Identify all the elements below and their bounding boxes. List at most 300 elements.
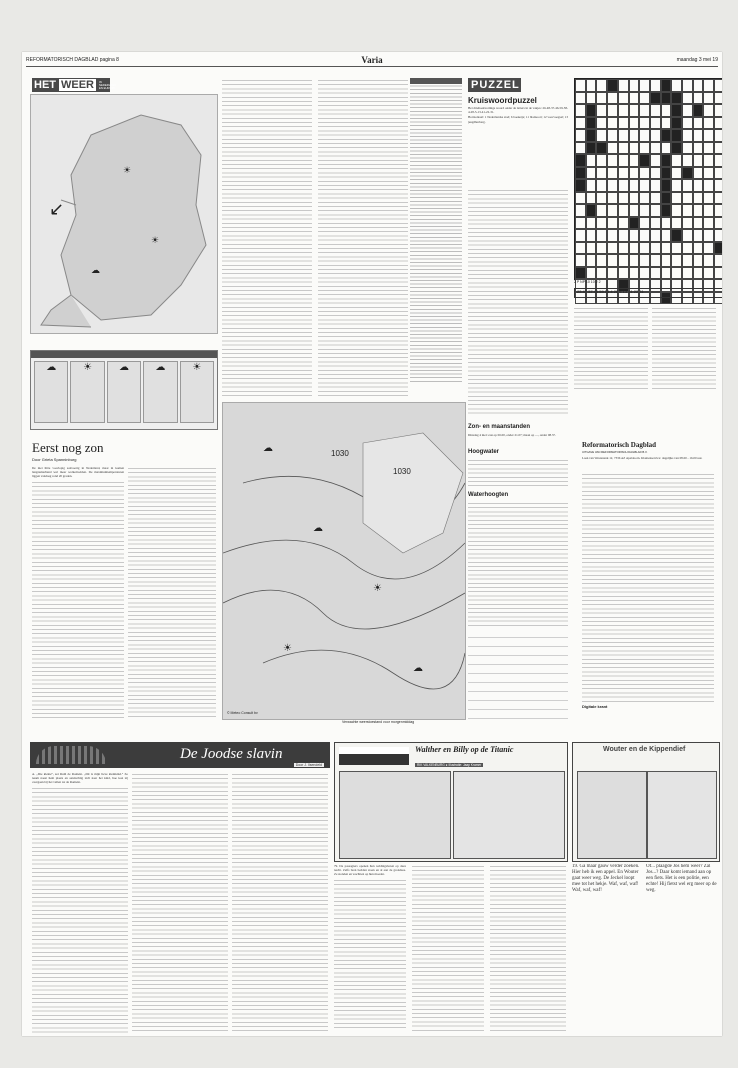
crossword-cell (703, 104, 714, 117)
isobar-label: 1030 (331, 449, 349, 458)
crossword-cell (618, 129, 629, 142)
crossword-cell (618, 242, 629, 255)
crossword-cell (671, 92, 682, 105)
newspaper-page (22, 52, 722, 1036)
crossword-cell (682, 204, 693, 217)
crossword-cell (639, 92, 650, 105)
crossword-cell (629, 192, 640, 205)
crossword-cell (639, 142, 650, 155)
crossword-cell (586, 229, 597, 242)
crossword-cell (586, 167, 597, 180)
crossword-cell (618, 229, 629, 242)
hoogwater-title: Hoogwater (468, 449, 500, 455)
crossword-cell (618, 204, 629, 217)
crossword-cell (596, 79, 607, 92)
wouter-text-line-2: Of... plaagde Jos hem weer? Zal Jos...? Daar komt iemand aan op een fiets. Het is een politie, een echte! Hij fietst wel erg meer op de weg. (646, 864, 717, 893)
titanic-comic (334, 742, 568, 862)
crossword-cell (618, 192, 629, 205)
crossword-cell (575, 142, 586, 155)
puzzle-horizontaal: Horizontaal: 1 Nederlandse stad; 6 boeketje; 11 bladsoort; 12 voorvoegsel; 13 jeugdherberg. (468, 115, 568, 124)
crossword-cell (671, 117, 682, 130)
forecast-day-icon: ☀ (180, 361, 214, 423)
crossword-cell (629, 254, 640, 267)
crossword-cell (693, 267, 704, 280)
crossword-cell (693, 117, 704, 130)
waterhoogten-text (468, 501, 568, 627)
crossword-cell (586, 267, 597, 280)
titanic-text (334, 864, 406, 1034)
crossword-cell (671, 254, 682, 267)
forecast-day-icon: ☁ (34, 361, 68, 423)
crossword-cell (586, 117, 597, 130)
crossword-cell (639, 229, 650, 242)
crossword-cell (629, 117, 640, 130)
isobar-label: 1030 (393, 467, 411, 476)
crossword-cell (607, 254, 618, 267)
crossword-cell (650, 79, 661, 92)
crossword-cell (607, 79, 618, 92)
crossword-cell (596, 92, 607, 105)
story-body-col2 (132, 772, 228, 1034)
crossword-cell (607, 92, 618, 105)
crossword-cell (629, 267, 640, 280)
masthead-title: Reformatorisch Dagblad (582, 441, 657, 449)
crossword-cell (629, 79, 640, 92)
titanic-author: RIK VALKENBURG ● Illustratie: Jaap Kramer (417, 763, 482, 767)
crossword-cell (671, 179, 682, 192)
crossword-cell (639, 242, 650, 255)
crossword-cell (596, 267, 607, 280)
crossword-cell (618, 92, 629, 105)
crossword-cell (650, 217, 661, 230)
puzzle-intro-text: Het driehoekvormige woord onder de letters in de vakjes: 26-48-37-46-59-58-4-28-5-13-41-22-31. (468, 106, 568, 115)
crossword-cell (671, 242, 682, 255)
crossword-cell (629, 217, 640, 230)
crossword-cell (650, 92, 661, 105)
sun-icon: ☀ (123, 165, 132, 175)
titanic-title: Walther en Billy op de Titanic (415, 745, 514, 754)
crossword-cell (682, 154, 693, 167)
waterhoogten-title: Waterhoogten (468, 492, 509, 498)
story-author: Door J. Ilsendeld (295, 763, 322, 767)
crossword-cell (575, 117, 586, 130)
crossword-cell (714, 179, 722, 192)
crossword-cell (714, 204, 722, 217)
crossword-cell (639, 79, 650, 92)
header-section: Varia (361, 55, 383, 65)
cloud-icon: ☁ (91, 265, 100, 275)
crossword-cell (661, 154, 672, 167)
crossword-cell (596, 142, 607, 155)
crossword-cell (607, 242, 618, 255)
crossword-cell (596, 179, 607, 192)
crossword-cell (575, 79, 586, 92)
hoogwater-table (468, 458, 568, 488)
crossword-cell (714, 192, 722, 205)
weather-text-col3 (222, 78, 312, 398)
crossword-cell (575, 254, 586, 267)
crossword-cell (650, 204, 661, 217)
puzzle-clues-col3 (652, 306, 716, 392)
crossword-cell (639, 217, 650, 230)
crossword-cell (682, 79, 693, 92)
puzzle-clues (468, 188, 568, 414)
crossword-cell (607, 104, 618, 117)
crossword-cell (693, 242, 704, 255)
titanic-text-col2 (412, 864, 484, 1034)
crossword-cell (618, 79, 629, 92)
weather-brand-weer: WEER (61, 79, 94, 91)
crossword-cell (586, 129, 597, 142)
tides-text-line: Dinsdag 4 mei: zon op 06.00, onder 21.07; maan op —, onder 08.37. (468, 433, 556, 437)
crossword-cell (586, 154, 597, 167)
crossword-cell (618, 217, 629, 230)
story-body-col3 (232, 772, 328, 1034)
crossword-cell (693, 129, 704, 142)
crossword-cell (661, 167, 672, 180)
crossword-cell (703, 267, 714, 280)
weather-brand-het: HET (34, 79, 56, 91)
crossword-cell (575, 92, 586, 105)
crossword-cell (586, 142, 597, 155)
crossword-cell (650, 179, 661, 192)
crossword-cell (650, 142, 661, 155)
crossword-cell (671, 204, 682, 217)
crossword-cell (629, 242, 640, 255)
crossword-cell (639, 204, 650, 217)
crossword-cell (596, 167, 607, 180)
story-banner (30, 742, 330, 768)
crossword-cell (661, 229, 672, 242)
crossword-cell (650, 192, 661, 205)
crossword-cell (714, 217, 722, 230)
crossword-cell (671, 79, 682, 92)
crossword-cell (596, 217, 607, 230)
crossword-cell (639, 267, 650, 280)
crossword-cell (639, 192, 650, 205)
crossword-cell (629, 167, 640, 180)
crossword-cell (650, 129, 661, 142)
crossword-cell (714, 79, 722, 92)
crossword-cell (703, 167, 714, 180)
crossword-cell (639, 129, 650, 142)
wouter-text (572, 864, 642, 1034)
titanic-text-line: 79. De passagiers openen hun reddingsboten op deze nacht. Zelfs bren bedden staan en al aan de grondzee. Ze stonden en wachtten op hun moeder. (334, 864, 406, 877)
crossword-cell (714, 154, 722, 167)
crossword-cell (607, 192, 618, 205)
crossword-cell (682, 92, 693, 105)
page-header (26, 56, 718, 67)
story-text: A. „Die kleine”, zei Ruth de Romein. „Dit is mijn lieve kleinkind.” Zo naam naast hem plaats en aandachtig zich naar het kind, hoe kon zij overgaan bij het vallen tot de Romein. (32, 772, 128, 785)
crossword-cell (682, 242, 693, 255)
forecast-day-icon: ☁ (107, 361, 141, 423)
crossword-cell (703, 229, 714, 242)
weather-banner (32, 78, 117, 92)
crossword-cell (607, 117, 618, 130)
crossword-cell (714, 267, 722, 280)
crossword-cell (661, 92, 672, 105)
puzzle-banner (468, 78, 521, 92)
crossword-cell (575, 179, 586, 192)
comic-panel (339, 771, 451, 859)
crossword-cell (671, 229, 682, 242)
crossword-cell (618, 142, 629, 155)
crossword-cell (650, 117, 661, 130)
crossword-cell (671, 167, 682, 180)
crossword-cell (703, 142, 714, 155)
masthead-info (582, 456, 714, 472)
crossword-cell (596, 229, 607, 242)
crossword-cell (714, 117, 722, 130)
europe-isobar-map (222, 402, 466, 720)
crossword-cell (639, 117, 650, 130)
crossword-cell (639, 167, 650, 180)
crossword-cell (586, 192, 597, 205)
crossword-cell (671, 129, 682, 142)
crossword-cell (682, 167, 693, 180)
comic-panel (577, 771, 647, 859)
crossword-cell (693, 229, 704, 242)
puzzle-intro (468, 106, 568, 186)
crossword-cell (693, 179, 704, 192)
masthead-sub: UITGAVE VAN REFORMATORISCH DAGBLAD B.V. (582, 450, 648, 454)
crossword-cell (703, 129, 714, 142)
crossword-cell (693, 167, 704, 180)
crossword-cell (575, 267, 586, 280)
header-left: REFORMATORISCH DAGBLAD pagina 8 (26, 57, 119, 63)
crossword-cell (586, 204, 597, 217)
crossword-cell (714, 167, 722, 180)
crossword-cell (575, 104, 586, 117)
crossword-cell (703, 79, 714, 92)
crossword-cell (661, 242, 672, 255)
crossword-cell (682, 229, 693, 242)
crossword-cell (671, 267, 682, 280)
crossword-cell (575, 204, 586, 217)
crossword-cell (661, 267, 672, 280)
crossword-cell (650, 242, 661, 255)
crossword-cell (693, 204, 704, 217)
crossword-cell (682, 129, 693, 142)
crossword-cell (639, 154, 650, 167)
crossword-cell (682, 142, 693, 155)
wind-arrow-icon: ↙ (49, 199, 65, 219)
story-title: De Joodse slavin (180, 746, 283, 762)
crossword-cell (650, 167, 661, 180)
crossword-cell (575, 154, 586, 167)
crossword-cell (575, 217, 586, 230)
crossword-cell (629, 92, 640, 105)
comic-panel (453, 771, 565, 859)
puzzle-brand: PUZZEL (471, 79, 520, 91)
crossword-cell (714, 129, 722, 142)
crossword-cell (661, 104, 672, 117)
weather-body-text: De met hitte voorlopig aanvoerig in Nederland, maar in komen langzamerhand wel meer wolkenvelden. De maximumtemperaturen liggen vandaag rond 20 graden. (32, 466, 124, 479)
crossword-cell (650, 254, 661, 267)
crossword-cell (629, 154, 640, 167)
tides-title: Zon- en maanstanden (468, 424, 531, 430)
crossword-cell (703, 154, 714, 167)
crossword-cell (596, 242, 607, 255)
cloud-icon: ☁ (263, 443, 273, 454)
netherlands-map (30, 94, 218, 334)
crossword-cell (607, 154, 618, 167)
crossword-cell (703, 179, 714, 192)
sun-icon: ☀ (151, 235, 160, 245)
crossword-cell (629, 204, 640, 217)
crossword-cell (714, 229, 722, 242)
weather-body (32, 466, 124, 720)
crossword-cell (661, 129, 672, 142)
crossword-cell (714, 242, 722, 255)
crossword-cell (682, 217, 693, 230)
crossword-cell (618, 154, 629, 167)
cloud-icon: ☁ (413, 663, 423, 674)
crossword-cell (703, 92, 714, 105)
titanic-ship-icon (339, 747, 409, 765)
crossword-cell (714, 254, 722, 267)
crossword-cell (703, 117, 714, 130)
weather-legend (468, 632, 568, 722)
crossword-cell (596, 192, 607, 205)
crossword-cell (682, 179, 693, 192)
crossword-cell (661, 117, 672, 130)
map-caption: Verwachte weerstoestand voor morgenmiddag (342, 720, 415, 724)
crossword-reeks: 2 P NP 10 10 2 2 (574, 280, 601, 284)
crossword-cell (639, 254, 650, 267)
europe-weather-table (410, 78, 462, 384)
wouter-text-col2 (646, 864, 718, 1034)
crossword-cell (650, 104, 661, 117)
crossword-cell (661, 254, 672, 267)
crossword-cell (596, 104, 607, 117)
crossword-cell (586, 179, 597, 192)
crossword-cell (618, 104, 629, 117)
crossword-cell (575, 242, 586, 255)
crossword-cell (693, 217, 704, 230)
crossword-cell (618, 254, 629, 267)
cloud-icon: ☁ (313, 523, 323, 534)
crossword-cell (671, 104, 682, 117)
wouter-comic (572, 742, 720, 862)
weather-body-col2 (128, 466, 216, 720)
crossword-cell (714, 104, 722, 117)
wouter-text-line: 19. Ga maar gauw verder zoeken. Hier heb ik een appel. En Wouter gaat weer weg. De Jeckel loopt mee tot het hekje. Waf, waf, waf! Waf, waf, waf! (572, 864, 640, 893)
crossword-cell (693, 79, 704, 92)
weather-byline: Door Grieta Spanninburg (32, 457, 77, 462)
crossword-cell (607, 167, 618, 180)
crossword-cell (586, 242, 597, 255)
crossword-cell (618, 267, 629, 280)
crossword-cell (607, 229, 618, 242)
crossword-cell (629, 179, 640, 192)
crossword-cell (618, 179, 629, 192)
crossword-cell (596, 154, 607, 167)
crossword-cell (650, 229, 661, 242)
crossword-cell (586, 104, 597, 117)
crossword-cell (703, 217, 714, 230)
crossword-cell (575, 129, 586, 142)
crossword-cell (661, 179, 672, 192)
crossword-cell (714, 92, 722, 105)
crossword-cell (693, 154, 704, 167)
crossword-cell (682, 254, 693, 267)
weather-headline: Eerst nog zon (32, 440, 104, 455)
crossword-solution-row: 23 49 37 46 59 58 4 28 5 13 41 22 31 (574, 288, 722, 298)
crossword-cell (682, 104, 693, 117)
digital-edition-label: Digitale krant (582, 704, 608, 709)
crossword-cell (693, 142, 704, 155)
masthead-text: Laan van Westenenk 12, 7336 AZ Apeldoorn. Klantenservice: dagelijks van 08.00 - 16.00 uur. (582, 456, 703, 460)
crossword-cell (639, 104, 650, 117)
crossword-cell (629, 229, 640, 242)
crossword-cell (671, 217, 682, 230)
crossword-cell (596, 254, 607, 267)
crossword-cell (596, 129, 607, 142)
crossword-cell (671, 192, 682, 205)
crossword-cell (693, 254, 704, 267)
masthead-colofon (582, 472, 714, 702)
crossword-cell (714, 142, 722, 155)
crossword-cell (629, 142, 640, 155)
crossword-cell (703, 192, 714, 205)
crossword-cell (693, 104, 704, 117)
weather-text-col4 (318, 78, 408, 398)
crossword-cell (693, 92, 704, 105)
crossword-cell (671, 142, 682, 155)
crossword-cell (661, 79, 672, 92)
crossword-cell (703, 254, 714, 267)
forecast-day-icon: ☀ (70, 361, 104, 423)
crossword-cell (682, 117, 693, 130)
forecast-strip (30, 350, 218, 430)
crossword-cell (575, 229, 586, 242)
crossword-cell (661, 142, 672, 155)
crossword-cell (607, 267, 618, 280)
crossword-cell (618, 117, 629, 130)
crossword-cell (618, 167, 629, 180)
crossword-cell (575, 192, 586, 205)
crossword-cell (596, 117, 607, 130)
crossword-cell (682, 267, 693, 280)
weather-brand-sub: IN NEDERLAND EN EUROPA (99, 79, 117, 90)
crossword-cell (650, 154, 661, 167)
crossword-cell (693, 192, 704, 205)
crossword-grid (574, 78, 722, 280)
crossword-cell (661, 217, 672, 230)
story-body (32, 772, 128, 1034)
crossword-cell (607, 142, 618, 155)
map-credit: © Meteo Consult bv (227, 711, 258, 715)
crossword-cell (703, 204, 714, 217)
crossword-cell (661, 192, 672, 205)
crossword-cell (629, 129, 640, 142)
crossword-cell (639, 179, 650, 192)
colosseum-icon (36, 746, 106, 764)
puzzle-title: Kruiswoordpuzzel (468, 96, 537, 105)
crossword-cell (575, 167, 586, 180)
crossword-cell (586, 79, 597, 92)
crossword-cell (703, 242, 714, 255)
sun-icon: ☀ (283, 643, 292, 654)
crossword-cell (607, 204, 618, 217)
wouter-title: Wouter en de Kippendief (603, 746, 686, 753)
crossword-cell (650, 267, 661, 280)
crossword-cell (671, 154, 682, 167)
forecast-day-icon: ☁ (143, 361, 177, 423)
crossword-cell (607, 217, 618, 230)
titanic-text-col3 (490, 864, 566, 1034)
